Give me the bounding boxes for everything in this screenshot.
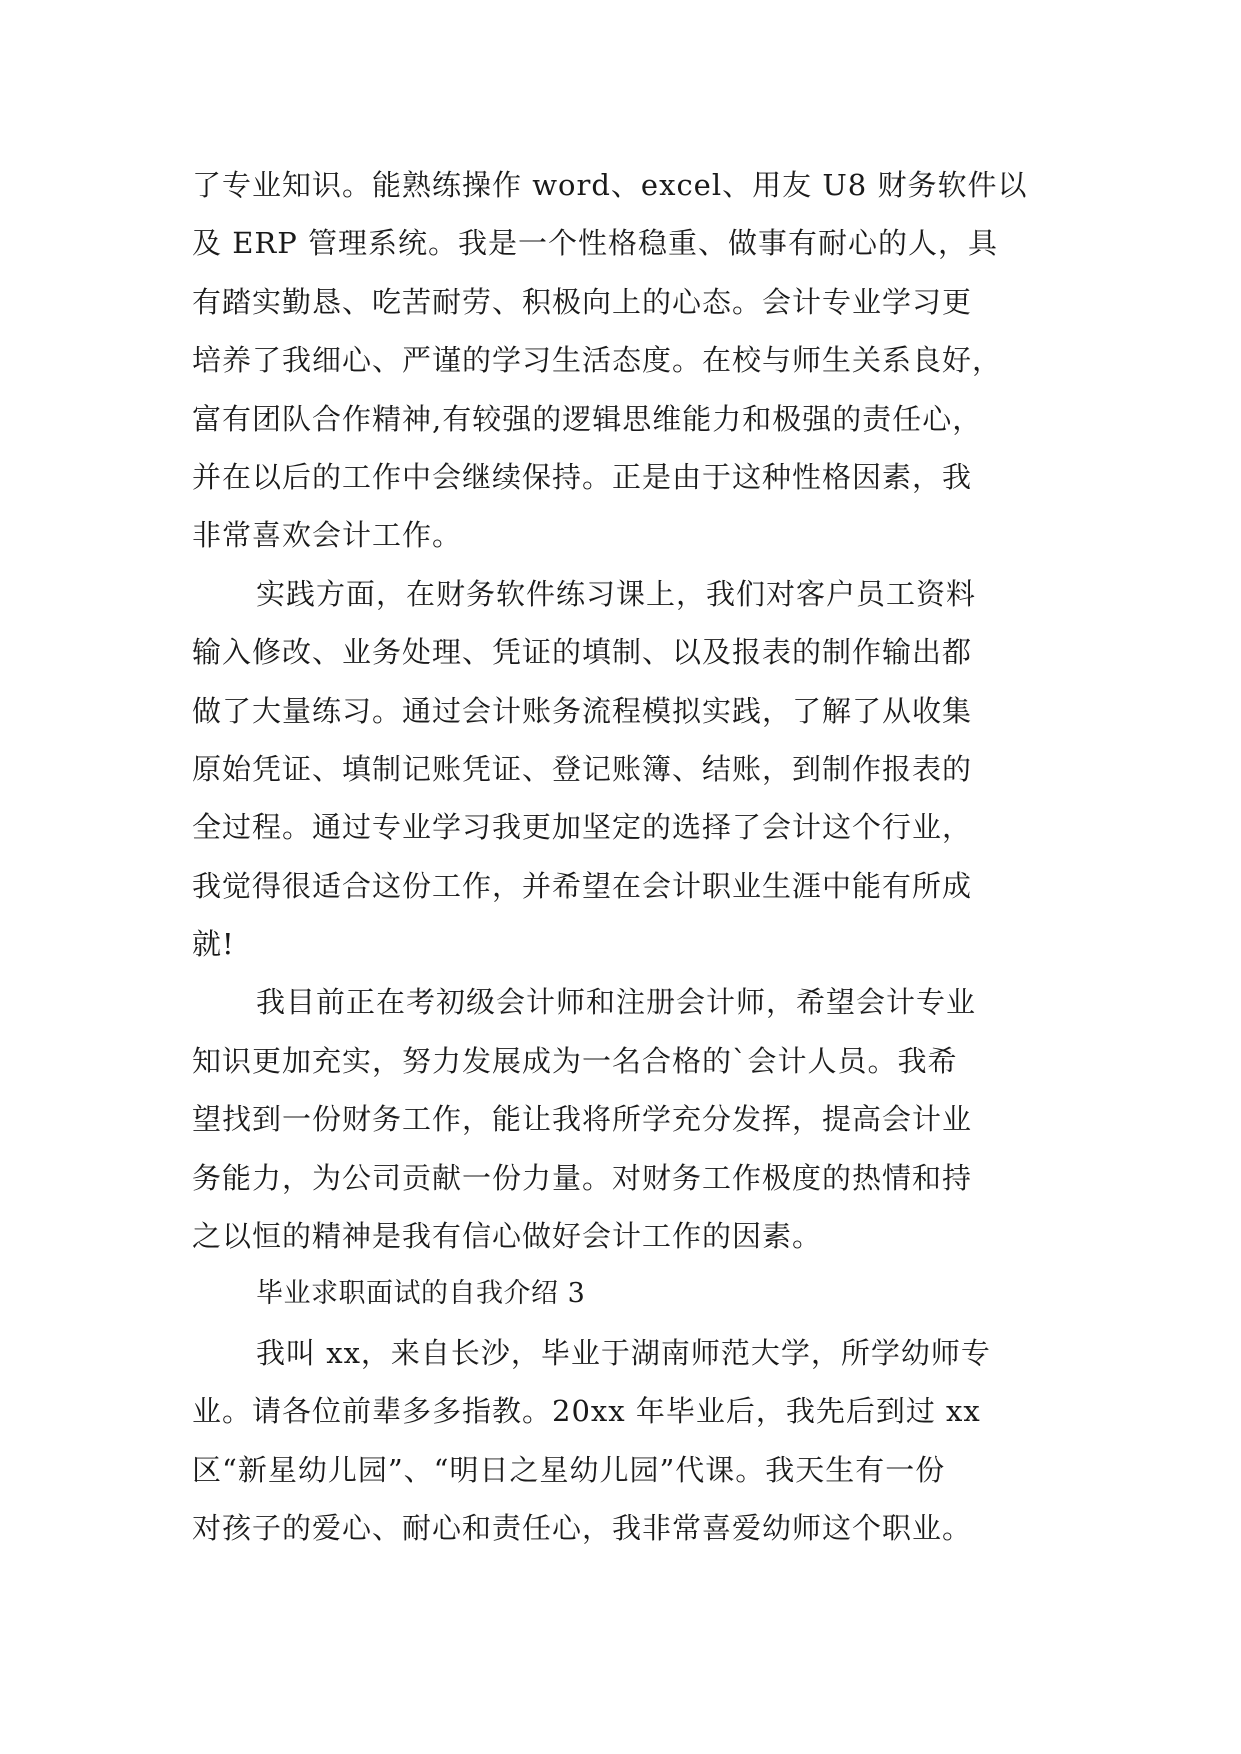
paragraph-line: 务能力，为公司贡献一份力量。对财务工作极度的热情和持 xyxy=(192,1160,973,1195)
paragraph-line: 望找到一份财务工作，能让我将所学充分发挥，提高会计业 xyxy=(192,1102,973,1137)
paragraph-line: 之以恒的精神是我有信心做好会计工作的因素。 xyxy=(192,1219,823,1254)
paragraph-line: 了专业知识。能熟练操作 word、excel、用友 U8 财务软件以 xyxy=(192,168,1028,202)
paragraph-line: 富有团队合作精神,有较强的逻辑思维能力和极强的责任心， xyxy=(192,401,983,436)
paragraph-line: 区“新星幼儿园”、“明日之星幼儿园”代课。我天生有一份 xyxy=(192,1452,946,1487)
paragraph-first-line: 我目前正在考初级会计师和注册会计师，希望会计专业 xyxy=(256,985,977,1020)
paragraph-line: 对孩子的爱心、耐心和责任心，我非常喜爱幼师这个职业。 xyxy=(192,1510,973,1545)
paragraph-line: 就! xyxy=(192,927,235,962)
paragraph-line: 有踏实勤恳、吃苦耐劳、积极向上的心态。会计专业学习更 xyxy=(192,284,973,319)
paragraph-line: 并在以后的工作中会继续保持。正是由于这种性格因素，我 xyxy=(192,459,973,494)
paragraph-line: 输入修改、业务处理、凭证的填制、以及报表的制作输出都 xyxy=(192,635,973,670)
paragraph-first-line: 我叫 xx，来自长沙，毕业于湖南师范大学，所学幼师专 xyxy=(256,1335,991,1370)
paragraph-line: 及 ERP 管理系统。我是一个性格稳重、做事有耐心的人，具 xyxy=(192,226,998,261)
paragraph-line: 原始凭证、填制记账凭证、登记账簿、结账，到制作报表的 xyxy=(192,751,973,786)
document-body xyxy=(192,156,1072,1557)
paragraph-line: 我觉得很适合这份工作，并希望在会计职业生涯中能有所成 xyxy=(192,868,973,903)
section-heading: 毕业求职面试的自我介绍 3 xyxy=(256,1278,586,1310)
paragraph-line: 非常喜欢会计工作。 xyxy=(192,518,463,553)
paragraph-line: 培养了我细心、严谨的学习生活态度。在校与师生关系良好， xyxy=(192,343,1003,378)
paragraph-line: 知识更加充实，努力发展成为一名合格的`会计人员。我希 xyxy=(192,1043,958,1078)
paragraph-first-line: 实践方面，在财务软件练习课上，我们对客户员工资料 xyxy=(256,576,977,611)
paragraph-line: 全过程。通过专业学习我更加坚定的选择了会计这个行业， xyxy=(192,810,973,845)
paragraph-line: 业。请各位前辈多多指教。20xx 年毕业后，我先后到过 xx xyxy=(192,1394,981,1429)
paragraph-line: 做了大量练习。通过会计账务流程模拟实践，了解了从收集 xyxy=(192,693,973,728)
